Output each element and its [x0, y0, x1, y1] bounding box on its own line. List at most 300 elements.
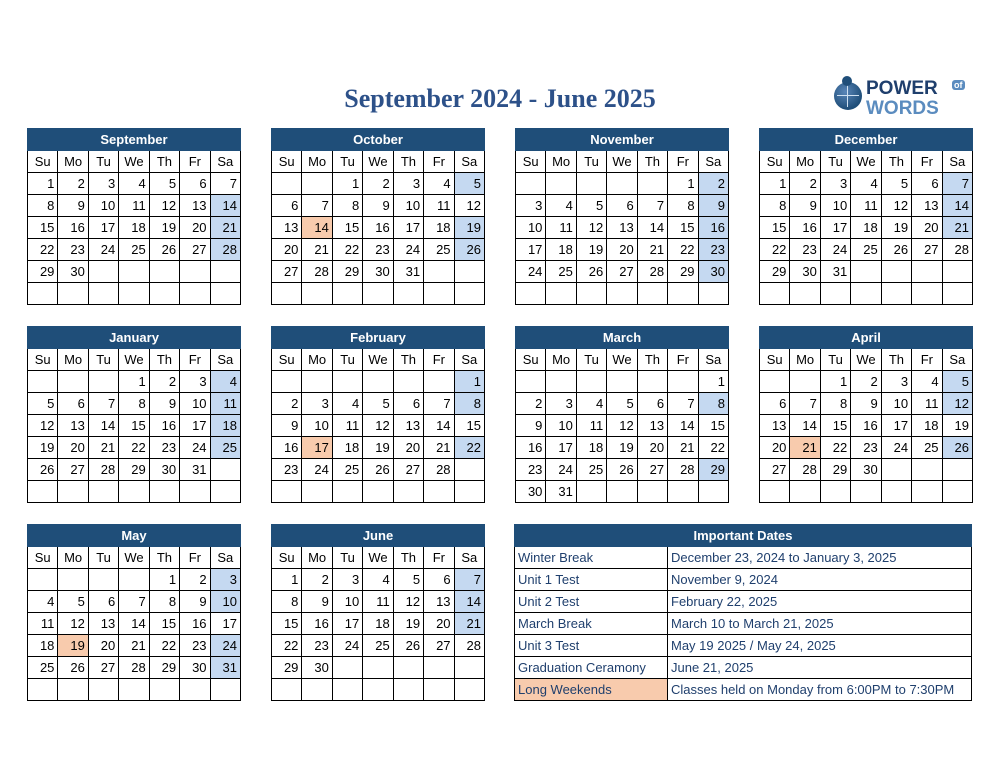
day-cell	[58, 371, 88, 393]
day-cell: 25	[546, 261, 576, 283]
day-cell	[576, 173, 606, 195]
day-cell: 30	[180, 657, 210, 679]
weekday-label: Su	[516, 151, 546, 173]
day-cell: 20	[58, 437, 88, 459]
day-cell	[58, 283, 88, 305]
weekday-label: Th	[637, 151, 667, 173]
day-cell	[393, 481, 423, 503]
day-cell: 13	[88, 613, 118, 635]
day-cell: 28	[637, 261, 667, 283]
day-cell: 31	[820, 261, 850, 283]
day-cell: 6	[607, 195, 637, 217]
day-cell: 19	[58, 635, 88, 657]
day-cell: 23	[180, 635, 210, 657]
day-cell	[332, 481, 362, 503]
day-cell: 3	[302, 393, 332, 415]
day-cell: 8	[760, 195, 790, 217]
day-cell: 6	[760, 393, 790, 415]
weekday-label: Su	[28, 547, 58, 569]
day-cell	[698, 481, 728, 503]
day-cell: 9	[698, 195, 728, 217]
day-cell: 15	[149, 613, 179, 635]
day-cell: 3	[820, 173, 850, 195]
day-cell: 22	[760, 239, 790, 261]
day-cell	[454, 657, 484, 679]
day-cell	[119, 283, 149, 305]
day-cell: 1	[28, 173, 58, 195]
day-cell: 15	[820, 415, 850, 437]
day-cell: 14	[454, 591, 484, 613]
day-cell: 7	[637, 195, 667, 217]
day-cell: 29	[149, 657, 179, 679]
day-cell: 22	[698, 437, 728, 459]
weekday-label: Su	[272, 349, 302, 371]
day-cell	[912, 261, 942, 283]
day-cell: 21	[210, 217, 240, 239]
day-cell	[28, 679, 58, 701]
day-cell: 1	[820, 371, 850, 393]
weekday-label: Tu	[332, 547, 362, 569]
day-cell: 3	[180, 371, 210, 393]
day-cell	[760, 283, 790, 305]
day-cell: 27	[760, 459, 790, 481]
day-cell: 5	[363, 393, 393, 415]
day-cell: 30	[302, 657, 332, 679]
day-cell: 2	[272, 393, 302, 415]
day-cell: 16	[698, 217, 728, 239]
day-cell: 2	[698, 173, 728, 195]
day-cell	[393, 371, 423, 393]
day-cell: 14	[668, 415, 698, 437]
day-cell: 19	[942, 415, 972, 437]
day-cell: 6	[424, 569, 454, 591]
day-cell	[393, 657, 423, 679]
important-date-row	[515, 635, 972, 657]
day-cell	[698, 283, 728, 305]
day-cell: 14	[942, 195, 972, 217]
important-date-value: May 19 2025 / May 24, 2025	[668, 635, 972, 657]
day-cell: 16	[180, 613, 210, 635]
day-cell: 12	[393, 591, 423, 613]
day-cell: 6	[88, 591, 118, 613]
day-cell	[637, 371, 667, 393]
day-cell: 26	[393, 635, 423, 657]
weekday-label: Sa	[942, 349, 972, 371]
day-cell: 28	[119, 657, 149, 679]
weekday-label: Tu	[88, 349, 118, 371]
weekday-label: We	[851, 151, 881, 173]
day-cell: 2	[363, 173, 393, 195]
day-cell: 27	[58, 459, 88, 481]
day-cell	[393, 679, 423, 701]
day-cell: 10	[210, 591, 240, 613]
day-cell: 24	[88, 239, 118, 261]
weekday-label: Mo	[302, 349, 332, 371]
day-cell: 22	[119, 437, 149, 459]
day-cell: 3	[88, 173, 118, 195]
day-cell: 8	[820, 393, 850, 415]
day-cell	[88, 679, 118, 701]
day-cell	[28, 481, 58, 503]
day-cell: 5	[393, 569, 423, 591]
day-cell: 15	[668, 217, 698, 239]
day-cell: 4	[424, 173, 454, 195]
weekday-label: We	[119, 151, 149, 173]
day-cell	[272, 173, 302, 195]
important-dates-table	[514, 524, 972, 701]
day-cell: 23	[302, 635, 332, 657]
day-cell: 18	[210, 415, 240, 437]
weekday-label: Mo	[546, 349, 576, 371]
calendar-month-february	[271, 326, 485, 503]
calendar-month-june	[271, 524, 485, 701]
day-cell: 24	[546, 459, 576, 481]
weekday-label: We	[607, 151, 637, 173]
day-cell: 23	[272, 459, 302, 481]
day-cell	[180, 283, 210, 305]
day-cell: 20	[88, 635, 118, 657]
day-cell: 29	[28, 261, 58, 283]
weekday-label: Th	[149, 547, 179, 569]
day-cell: 22	[28, 239, 58, 261]
day-cell: 27	[180, 239, 210, 261]
important-date-row	[515, 547, 972, 569]
day-cell: 9	[272, 415, 302, 437]
calendar-month-september	[27, 128, 241, 305]
weekday-label: Sa	[942, 151, 972, 173]
day-cell: 2	[180, 569, 210, 591]
day-cell: 24	[393, 239, 423, 261]
weekday-label: Th	[149, 151, 179, 173]
day-cell: 25	[210, 437, 240, 459]
day-cell: 21	[668, 437, 698, 459]
important-date-value: February 22, 2025	[668, 591, 972, 613]
day-cell: 10	[180, 393, 210, 415]
day-cell: 18	[576, 437, 606, 459]
day-cell	[332, 371, 362, 393]
day-cell: 15	[698, 415, 728, 437]
day-cell	[607, 173, 637, 195]
weekday-label: Su	[28, 151, 58, 173]
day-cell: 14	[88, 415, 118, 437]
weekday-label: Tu	[820, 151, 850, 173]
day-cell	[149, 283, 179, 305]
day-cell: 7	[302, 195, 332, 217]
day-cell	[607, 371, 637, 393]
day-cell	[637, 173, 667, 195]
logo-text-of: of	[954, 80, 963, 90]
month-name: February	[272, 327, 485, 349]
day-cell: 4	[332, 393, 362, 415]
weekday-label: Sa	[454, 547, 484, 569]
day-cell	[363, 679, 393, 701]
important-date-value: March 10 to March 21, 2025	[668, 613, 972, 635]
day-cell: 26	[576, 261, 606, 283]
day-cell: 4	[28, 591, 58, 613]
day-cell: 6	[180, 173, 210, 195]
day-cell: 9	[516, 415, 546, 437]
day-cell	[851, 481, 881, 503]
day-cell: 23	[698, 239, 728, 261]
day-cell: 27	[393, 459, 423, 481]
day-cell: 28	[210, 239, 240, 261]
day-cell: 16	[363, 217, 393, 239]
day-cell: 7	[210, 173, 240, 195]
weekday-label: We	[851, 349, 881, 371]
day-cell: 18	[119, 217, 149, 239]
day-cell	[149, 261, 179, 283]
day-cell: 29	[820, 459, 850, 481]
day-cell: 8	[668, 195, 698, 217]
day-cell: 17	[820, 217, 850, 239]
day-cell: 4	[119, 173, 149, 195]
day-cell: 13	[180, 195, 210, 217]
day-cell: 4	[210, 371, 240, 393]
day-cell	[58, 481, 88, 503]
day-cell: 11	[851, 195, 881, 217]
power-of-words-logo	[834, 76, 974, 124]
day-cell: 31	[546, 481, 576, 503]
weekday-label: We	[363, 547, 393, 569]
day-cell	[881, 261, 911, 283]
day-cell: 17	[88, 217, 118, 239]
weekday-label: Fr	[180, 547, 210, 569]
day-cell: 15	[272, 613, 302, 635]
weekday-label: We	[363, 349, 393, 371]
day-cell: 25	[332, 459, 362, 481]
day-cell: 29	[668, 261, 698, 283]
day-cell: 16	[272, 437, 302, 459]
weekday-label: Sa	[698, 349, 728, 371]
day-cell	[942, 283, 972, 305]
weekday-label: Sa	[454, 349, 484, 371]
day-cell: 16	[851, 415, 881, 437]
day-cell	[180, 481, 210, 503]
day-cell	[332, 283, 362, 305]
day-cell	[210, 679, 240, 701]
day-cell	[942, 481, 972, 503]
day-cell: 2	[302, 569, 332, 591]
important-date-row	[515, 569, 972, 591]
day-cell: 9	[58, 195, 88, 217]
day-cell	[851, 261, 881, 283]
day-cell: 11	[28, 613, 58, 635]
day-cell: 1	[668, 173, 698, 195]
day-cell: 5	[58, 591, 88, 613]
day-cell	[912, 459, 942, 481]
day-cell: 21	[119, 635, 149, 657]
day-cell: 26	[58, 657, 88, 679]
weekday-label: Th	[149, 349, 179, 371]
weekday-label: Mo	[302, 547, 332, 569]
day-cell: 7	[790, 393, 820, 415]
day-cell: 30	[516, 481, 546, 503]
day-cell: 1	[149, 569, 179, 591]
day-cell: 17	[302, 437, 332, 459]
important-date-row	[515, 679, 972, 701]
day-cell	[210, 481, 240, 503]
day-cell	[454, 481, 484, 503]
day-cell	[88, 283, 118, 305]
day-cell: 18	[851, 217, 881, 239]
day-cell	[28, 569, 58, 591]
day-cell: 13	[272, 217, 302, 239]
person-icon	[842, 76, 852, 86]
day-cell: 18	[546, 239, 576, 261]
month-name: May	[28, 525, 241, 547]
day-cell	[881, 459, 911, 481]
day-cell: 29	[760, 261, 790, 283]
day-cell: 8	[454, 393, 484, 415]
important-date-label: Long Weekends	[515, 679, 668, 701]
day-cell	[302, 173, 332, 195]
day-cell: 29	[119, 459, 149, 481]
day-cell: 12	[149, 195, 179, 217]
day-cell	[546, 283, 576, 305]
day-cell: 27	[637, 459, 667, 481]
day-cell	[363, 283, 393, 305]
day-cell: 10	[516, 217, 546, 239]
day-cell: 19	[454, 217, 484, 239]
day-cell: 9	[180, 591, 210, 613]
weekday-label: Tu	[576, 349, 606, 371]
day-cell: 20	[393, 437, 423, 459]
important-date-value: November 9, 2024	[668, 569, 972, 591]
day-cell: 16	[58, 217, 88, 239]
day-cell: 4	[912, 371, 942, 393]
weekday-label: Sa	[210, 547, 240, 569]
day-cell	[760, 371, 790, 393]
important-date-label: March Break	[515, 613, 668, 635]
day-cell: 4	[363, 569, 393, 591]
day-cell	[424, 679, 454, 701]
day-cell	[576, 283, 606, 305]
day-cell	[302, 679, 332, 701]
day-cell: 5	[881, 173, 911, 195]
weekday-label: We	[607, 349, 637, 371]
day-cell: 18	[912, 415, 942, 437]
day-cell: 2	[149, 371, 179, 393]
day-cell: 12	[607, 415, 637, 437]
day-cell: 6	[912, 173, 942, 195]
day-cell: 14	[119, 613, 149, 635]
day-cell: 10	[546, 415, 576, 437]
day-cell: 12	[454, 195, 484, 217]
weekday-label: Tu	[332, 151, 362, 173]
day-cell: 13	[637, 415, 667, 437]
day-cell: 2	[790, 173, 820, 195]
day-cell: 3	[516, 195, 546, 217]
important-date-value: December 23, 2024 to January 3, 2025	[668, 547, 972, 569]
page-title: September 2024 - June 2025	[344, 84, 656, 113]
day-cell: 25	[912, 437, 942, 459]
important-date-row	[515, 657, 972, 679]
day-cell	[851, 283, 881, 305]
day-cell: 26	[454, 239, 484, 261]
day-cell: 27	[424, 635, 454, 657]
weekday-label: Fr	[668, 349, 698, 371]
day-cell	[546, 173, 576, 195]
day-cell: 10	[820, 195, 850, 217]
day-cell: 25	[28, 657, 58, 679]
important-date-value: June 21, 2025	[668, 657, 972, 679]
day-cell: 8	[332, 195, 362, 217]
day-cell: 21	[88, 437, 118, 459]
day-cell: 9	[790, 195, 820, 217]
day-cell: 21	[424, 437, 454, 459]
day-cell: 24	[820, 239, 850, 261]
weekday-label: Mo	[790, 349, 820, 371]
day-cell	[607, 481, 637, 503]
day-cell: 11	[576, 415, 606, 437]
day-cell: 13	[424, 591, 454, 613]
day-cell: 10	[88, 195, 118, 217]
weekday-label: Fr	[424, 547, 454, 569]
day-cell	[576, 481, 606, 503]
weekday-label: Tu	[332, 349, 362, 371]
day-cell	[516, 283, 546, 305]
day-cell	[760, 481, 790, 503]
day-cell: 21	[637, 239, 667, 261]
day-cell	[149, 679, 179, 701]
day-cell	[912, 481, 942, 503]
day-cell	[454, 261, 484, 283]
weekday-label: Mo	[546, 151, 576, 173]
day-cell: 5	[149, 173, 179, 195]
day-cell: 16	[790, 217, 820, 239]
day-cell	[576, 371, 606, 393]
day-cell: 31	[210, 657, 240, 679]
day-cell	[424, 371, 454, 393]
weekday-label: Su	[272, 547, 302, 569]
day-cell: 26	[881, 239, 911, 261]
weekday-label: Fr	[180, 349, 210, 371]
day-cell: 1	[760, 173, 790, 195]
day-cell: 11	[363, 591, 393, 613]
day-cell: 30	[58, 261, 88, 283]
weekday-label: Fr	[424, 349, 454, 371]
day-cell: 24	[516, 261, 546, 283]
month-name: June	[272, 525, 485, 547]
day-cell: 23	[790, 239, 820, 261]
day-cell: 7	[942, 173, 972, 195]
day-cell: 19	[607, 437, 637, 459]
day-cell: 30	[149, 459, 179, 481]
day-cell: 20	[912, 217, 942, 239]
day-cell: 29	[272, 657, 302, 679]
day-cell	[668, 371, 698, 393]
day-cell	[607, 283, 637, 305]
weekday-label: Mo	[58, 547, 88, 569]
weekday-label: Sa	[210, 349, 240, 371]
day-cell: 3	[881, 371, 911, 393]
day-cell: 4	[576, 393, 606, 415]
day-cell: 12	[58, 613, 88, 635]
day-cell: 30	[363, 261, 393, 283]
weekday-label: Fr	[180, 151, 210, 173]
day-cell: 20	[760, 437, 790, 459]
day-cell: 7	[119, 591, 149, 613]
day-cell: 19	[149, 217, 179, 239]
day-cell: 3	[546, 393, 576, 415]
weekday-label: Tu	[576, 151, 606, 173]
day-cell	[58, 569, 88, 591]
day-cell: 21	[302, 239, 332, 261]
day-cell: 19	[28, 437, 58, 459]
day-cell: 5	[576, 195, 606, 217]
day-cell: 20	[424, 613, 454, 635]
day-cell: 27	[607, 261, 637, 283]
